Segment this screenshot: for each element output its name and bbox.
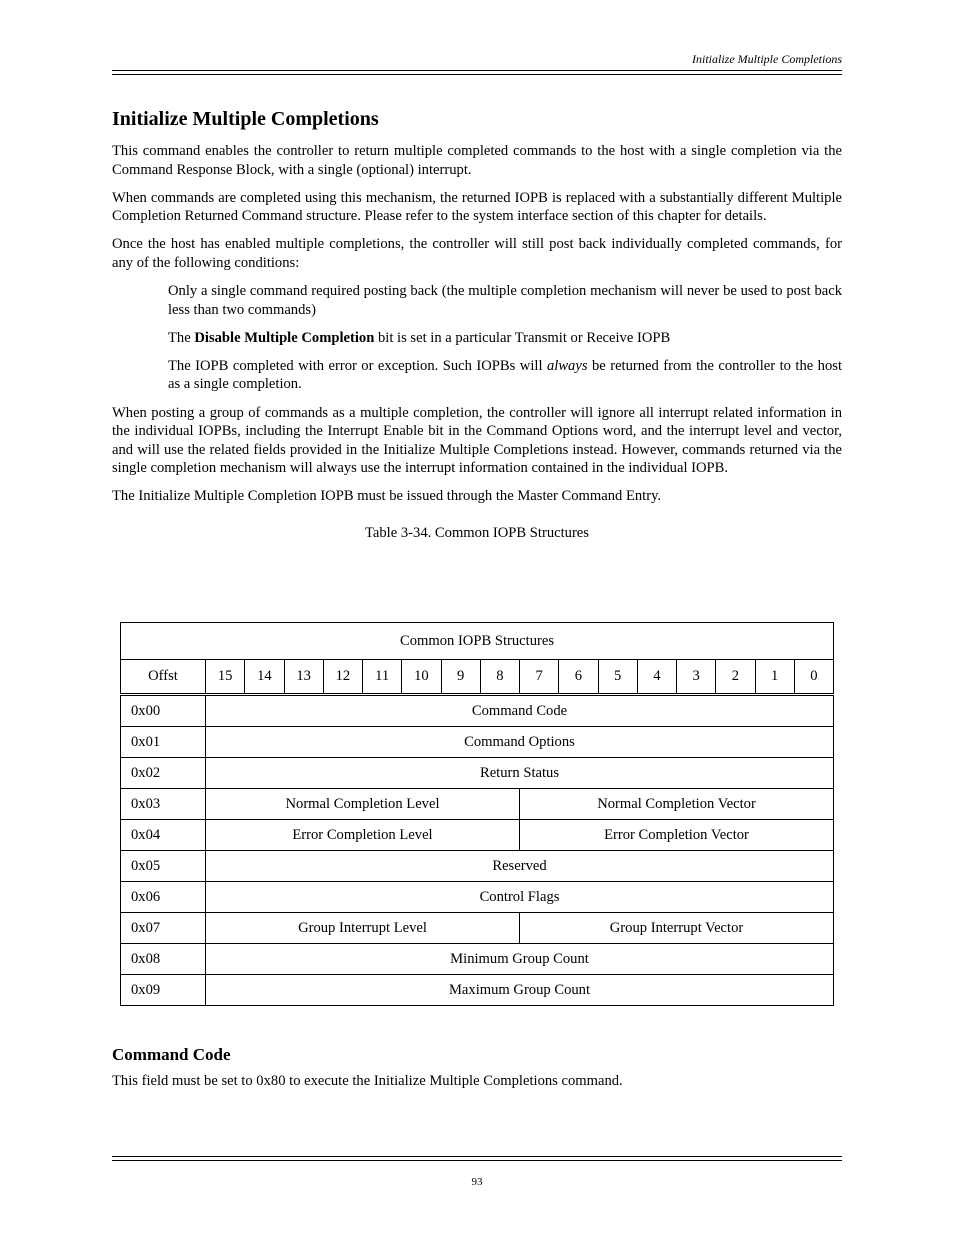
condition-item — [168, 357, 842, 394]
field-cell: Command Options — [206, 727, 834, 758]
table-title: Common IOPB Structures — [121, 623, 834, 660]
bit-header-cell: 5 — [598, 660, 637, 695]
text-run: The — [168, 329, 195, 346]
table-row — [121, 975, 834, 1006]
header-rule — [112, 70, 842, 71]
table-row — [121, 851, 834, 882]
table-row — [121, 820, 834, 851]
running-header: Initialize Multiple Completions — [692, 52, 842, 66]
bit-header-cell: 14 — [245, 660, 284, 695]
paragraph: When commands are completed using this mechanism, the returned IOPB is replaced with a substantially different Multiple Completion Returned Command structure. Please refer to the system interface section of this chapter for details. — [112, 189, 842, 225]
bit-header-cell: 8 — [480, 660, 519, 695]
condition-item: Only a single command required posting back (the multiple completion mechanism will never be used to post back less than two commands) — [168, 283, 842, 318]
subsection-title: Command Code — [112, 1045, 231, 1064]
paragraph: When posting a group of commands as a multiple completion, the controller will ignore all interrupt related information in the individual IOPBs, including the Interrupt Enable bit in the Command Options word, and the interrupt level and vector, and will use the related fields provided in the Initialize Multiple Completions instead. However, commands returned via the single completion mechanism will always use the interrupt information contained in the individual IOPB. — [112, 404, 842, 477]
table-body — [121, 623, 834, 1006]
footer-rule — [112, 1160, 842, 1161]
offset-cell: 0x00 — [121, 695, 206, 727]
offset-header: Offst — [121, 660, 206, 695]
bit-header-cell: 0 — [794, 660, 833, 695]
iopb-structure-table — [120, 622, 834, 1006]
bit-header-cell: 13 — [284, 660, 323, 695]
field-cell: Minimum Group Count — [206, 944, 834, 975]
offset-cell: 0x01 — [121, 727, 206, 758]
table-row — [121, 695, 834, 727]
page-number: 93 — [471, 1176, 483, 1188]
bit-header-cell: 1 — [755, 660, 794, 695]
header-rule — [112, 74, 842, 75]
offset-cell: 0x02 — [121, 758, 206, 789]
table-row — [121, 727, 834, 758]
paragraph: This command enables the controller to return multiple completed commands to the host with a single completion via the Command Response Block, with a single (optional) interrupt. — [112, 143, 842, 178]
offset-cell: 0x07 — [121, 913, 206, 944]
field-cell-low-byte: Normal Completion Vector — [520, 789, 834, 820]
table-row — [121, 758, 834, 789]
bit-header-cell: 11 — [363, 660, 402, 695]
text-run: be returned from the controller to the host as a single completion. — [168, 357, 843, 393]
field-cell: Reserved — [206, 851, 834, 882]
bit-header-cell: 10 — [402, 660, 441, 695]
offset-cell: 0x08 — [121, 944, 206, 975]
bit-header-cell: 6 — [559, 660, 598, 695]
table-title-row — [121, 623, 834, 660]
field-cell: Control Flags — [206, 882, 834, 913]
field-cell-high-byte: Normal Completion Level — [206, 789, 520, 820]
bit-header-cell: 15 — [206, 660, 245, 695]
field-cell-low-byte: Group Interrupt Vector — [520, 913, 834, 944]
table-caption: Table 3-34. Common IOPB Structures — [365, 525, 589, 541]
offset-cell: 0x05 — [121, 851, 206, 882]
condition-item — [168, 329, 842, 348]
paragraph: This field must be set to 0x80 to execute the Initialize Multiple Completions command. — [112, 1073, 623, 1089]
paragraph: Once the host has enabled multiple completions, the controller will still post back individually completed commands, for any of the following conditions: — [112, 236, 842, 271]
table-row — [121, 882, 834, 913]
table-row — [121, 789, 834, 820]
bit-header-cell: 12 — [323, 660, 362, 695]
field-cell: Return Status — [206, 758, 834, 789]
field-cell: Maximum Group Count — [206, 975, 834, 1006]
offset-cell: 0x09 — [121, 975, 206, 1006]
field-cell-high-byte: Group Interrupt Level — [206, 913, 520, 944]
text-run: bit is set in a particular Transmit or Receive IOPB — [374, 329, 671, 346]
offset-cell: 0x03 — [121, 789, 206, 820]
field-cell-high-byte: Error Completion Level — [206, 820, 520, 851]
bit-header-cell: 7 — [520, 660, 559, 695]
paragraph: The Initialize Multiple Completion IOPB must be issued through the Master Command Entry. — [112, 488, 662, 505]
text-run: The IOPB completed with error or exception. Such IOPBs will — [168, 357, 547, 374]
bit-header-cell: 9 — [441, 660, 480, 695]
offset-cell: 0x04 — [121, 820, 206, 851]
bit-header-cell: 2 — [716, 660, 755, 695]
footer-rule — [112, 1156, 842, 1157]
bit-header-cell: 3 — [677, 660, 716, 695]
italic-term: always — [546, 357, 588, 374]
field-cell: Command Code — [206, 695, 834, 727]
bit-header-row — [121, 660, 834, 695]
bit-header-cell: 4 — [637, 660, 676, 695]
table-row — [121, 913, 834, 944]
subsection — [112, 1044, 842, 1100]
offset-cell: 0x06 — [121, 882, 206, 913]
field-cell-low-byte: Error Completion Vector — [520, 820, 834, 851]
table-row — [121, 944, 834, 975]
section-title: Initialize Multiple Completions — [112, 108, 379, 130]
page-body — [112, 106, 842, 542]
bold-term: Disable Multiple Completion — [194, 329, 375, 346]
